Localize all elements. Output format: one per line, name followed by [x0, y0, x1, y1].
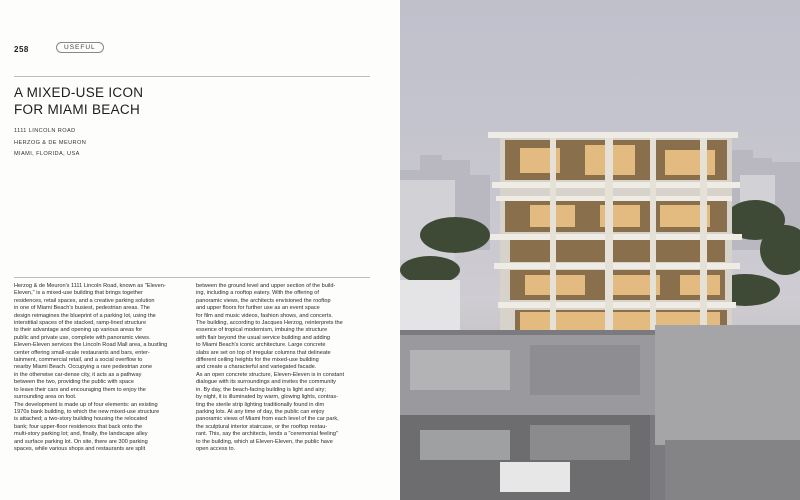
section-tag: USEFUL	[56, 42, 104, 53]
title-line-2: FOR MIAMI BEACH	[14, 102, 141, 117]
title-line-1: A MIXED-USE ICON	[14, 85, 144, 100]
meta-location: MIAMI, FLORIDA, USA	[14, 151, 80, 157]
meta-address: 1111 LINCOLN ROAD	[14, 128, 76, 134]
top-rule	[14, 76, 370, 77]
body-column-2: between the ground level and upper section of the build- ing, including a rooftop eatery. With the offering of panoramic views, the architects envisioned the rooftop and upper floors for further use as an event space for film and music videos, fashion shows, and concerts. The building, according to Jacques Herzog, reinterprets the essence of tropical modernism, imbuing the structure with flair beyond the usual service building and adding to Miami Beach's iconic architecture. Large concrete slabs are set on top of irregular columns that delineate different ceiling heights for the mixed-use building and create a characterful and variegated facade. As an open concrete structure, Eleven-Eleven is in constant dialogue with its surroundings and invites the community in. By day, the beach-facing building is light and airy; by night, it is illuminated by warm, glowing lights, contras- ting the sterile strip lighting traditionally found in dim parking lots. At any time of day, the public can enjoy panoramic views of Miami from each level of the car park, the sculptural interior staircase, or the rooftop restau- rant. This, say the architects, lends a "ceremonial feeling" to the building, which at Eleven-Eleven, the public have open access to.	[196, 283, 345, 452]
page-number: 258	[14, 45, 29, 54]
right-page-photo	[400, 0, 800, 500]
foreground-roofs	[400, 325, 800, 500]
building-photo	[400, 0, 800, 500]
body-column-1: Herzog & de Meuron's 1111 Lincoln Road, known as "Eleven- Eleven," is a mixed-use building that brings together residences, retail spaces, and a creative parking solution in one of Miami Beach's busiest, pedestrian areas. The design reimagines the blueprint of a parking lot, using the interstitial spaces of the stacked, ramp-lined structure to their advantage and opening up various areas for public and private use, complete with panoramic views. Eleven-Eleven services the Lincoln Road Mall area, a bustling center offering small-scale restaurants and bars, enter- tainment, commercial retail, and a social overflow to nearby Miami Beach. Occupying a rare pedestrian zone in the otherwise car-dense city, it acts as a pathway between the two, providing the public with space to leave their cars and encouraging them to enjoy the surrounding area on foot. The development is made up of four elements: an existing 1970s bank building, to which the new mixed-use structure is attached; a two-story building housing the relocated bank; four upper-floor residences that back onto the multi-story parking lot; and, finally, the landscape alley and surface parking lot. On site, there are 300 parking spaces, while various shops and restaurants are split	[14, 283, 168, 452]
meta-architect: HERZOG & DE MEURON	[14, 139, 87, 146]
article-title	[14, 84, 274, 118]
project-meta	[14, 126, 86, 161]
main-building	[488, 132, 742, 332]
body-rule	[14, 277, 370, 278]
